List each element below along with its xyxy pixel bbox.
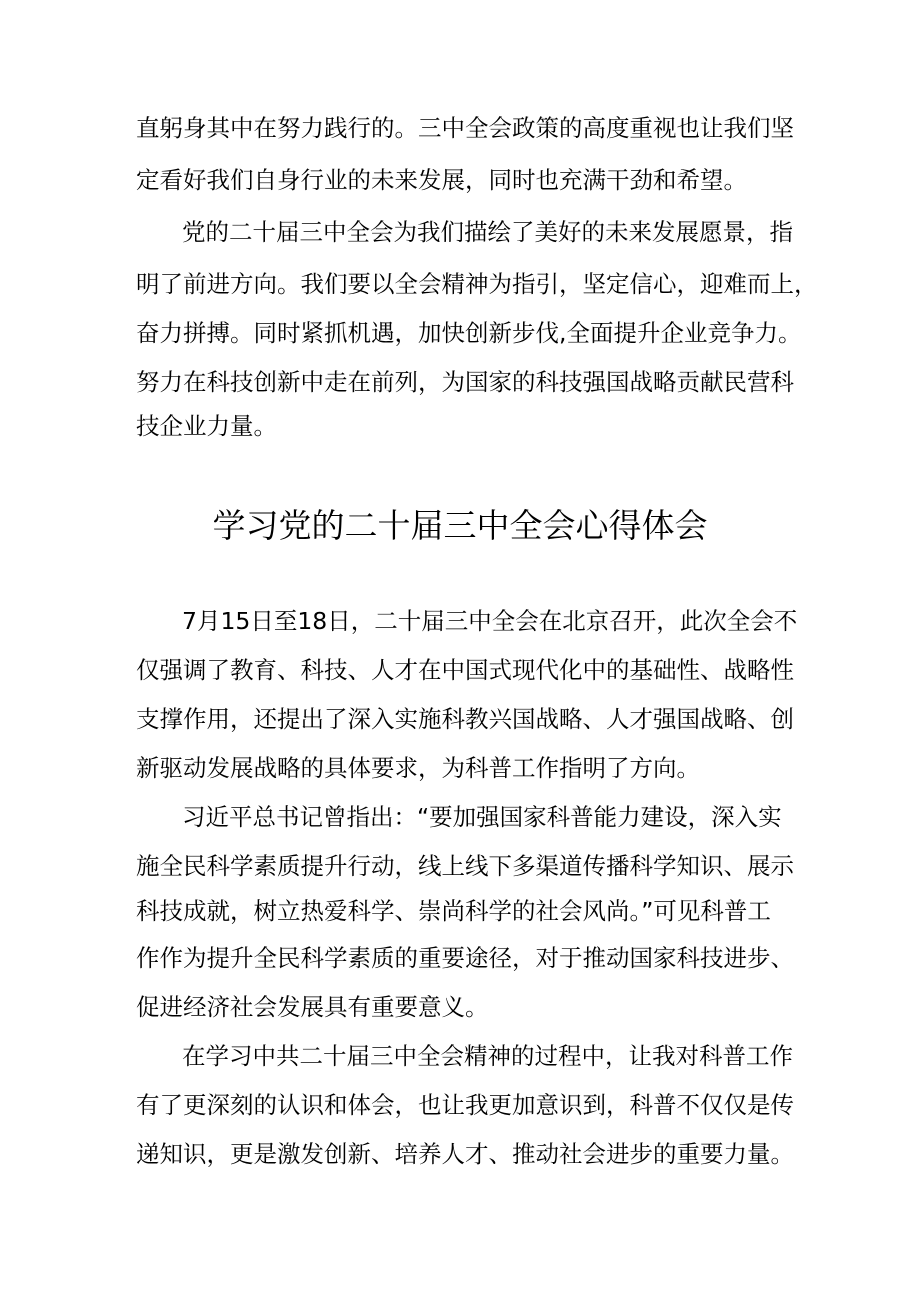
paragraph-first-line: 习近平总书记曾指出：“要加强国家科普能力建设，深入实 xyxy=(182,803,782,831)
paragraph-line: 作作为提升全民科学素质的重要途径，对于推动国家科技进步、 xyxy=(136,944,794,972)
paragraph-line: 直躬身其中在努力践行的。三中全会政策的高度重视也让我们坚 xyxy=(136,114,794,142)
paragraph-line: 奋力拼搏。同时紧抓机遇，加快创新步伐,全面提升企业竞争力。 xyxy=(136,319,802,347)
paragraph-line: 支撑作用，还提出了深入实施科教兴国战略、人才强国战略、创 xyxy=(136,705,794,733)
paragraph-line: 新驱动发展战略的具体要求，为科普工作指明了方向。 xyxy=(136,754,700,782)
paragraph-first-line: 党的二十届三中全会为我们描绘了美好的未来发展愿景，指 xyxy=(182,218,793,246)
paragraph-line: 科技成就，树立热爱科学、崇尚科学的社会风尚。”可见科普工 xyxy=(136,897,771,925)
paragraph-first-line: 在学习中共二十届三中全会精神的过程中，让我对科普工作 xyxy=(182,1042,793,1070)
paragraph-line: 递知识，更是激发创新、培养人才、推动社会进步的重要力量。 xyxy=(136,1140,794,1168)
paragraph-line: 技企业力量。 xyxy=(136,412,277,440)
paragraph-line: 促进经济社会发展具有重要意义。 xyxy=(136,993,489,1021)
paragraph-line: 明了前进方向。我们要以全会精神为指引，坚定信心，迎难而上， xyxy=(136,270,818,298)
paragraph-line: 仅强调了教育、科技、人才在中国式现代化中的基础性、战略性 xyxy=(136,656,794,684)
page-title: 学习党的二十届三中全会心得体会 xyxy=(212,506,708,545)
paragraph-line: 施全民科学素质提升行动，线上线下多渠道传播科学知识、展示 xyxy=(136,852,794,880)
paragraph-line: 定看好我们自身行业的未来发展，同时也充满干劲和希望。 xyxy=(136,166,747,194)
paragraph-first-line: 7月15日至18日，二十届三中全会在北京召开，此次全会不 xyxy=(182,607,798,635)
paragraph-line: 努力在科技创新中走在前列，为国家的科技强国战略贡献民营科 xyxy=(136,368,794,396)
paragraph-line: 有了更深刻的认识和体会，也让我更加意识到，科普不仅仅是传 xyxy=(136,1091,794,1119)
